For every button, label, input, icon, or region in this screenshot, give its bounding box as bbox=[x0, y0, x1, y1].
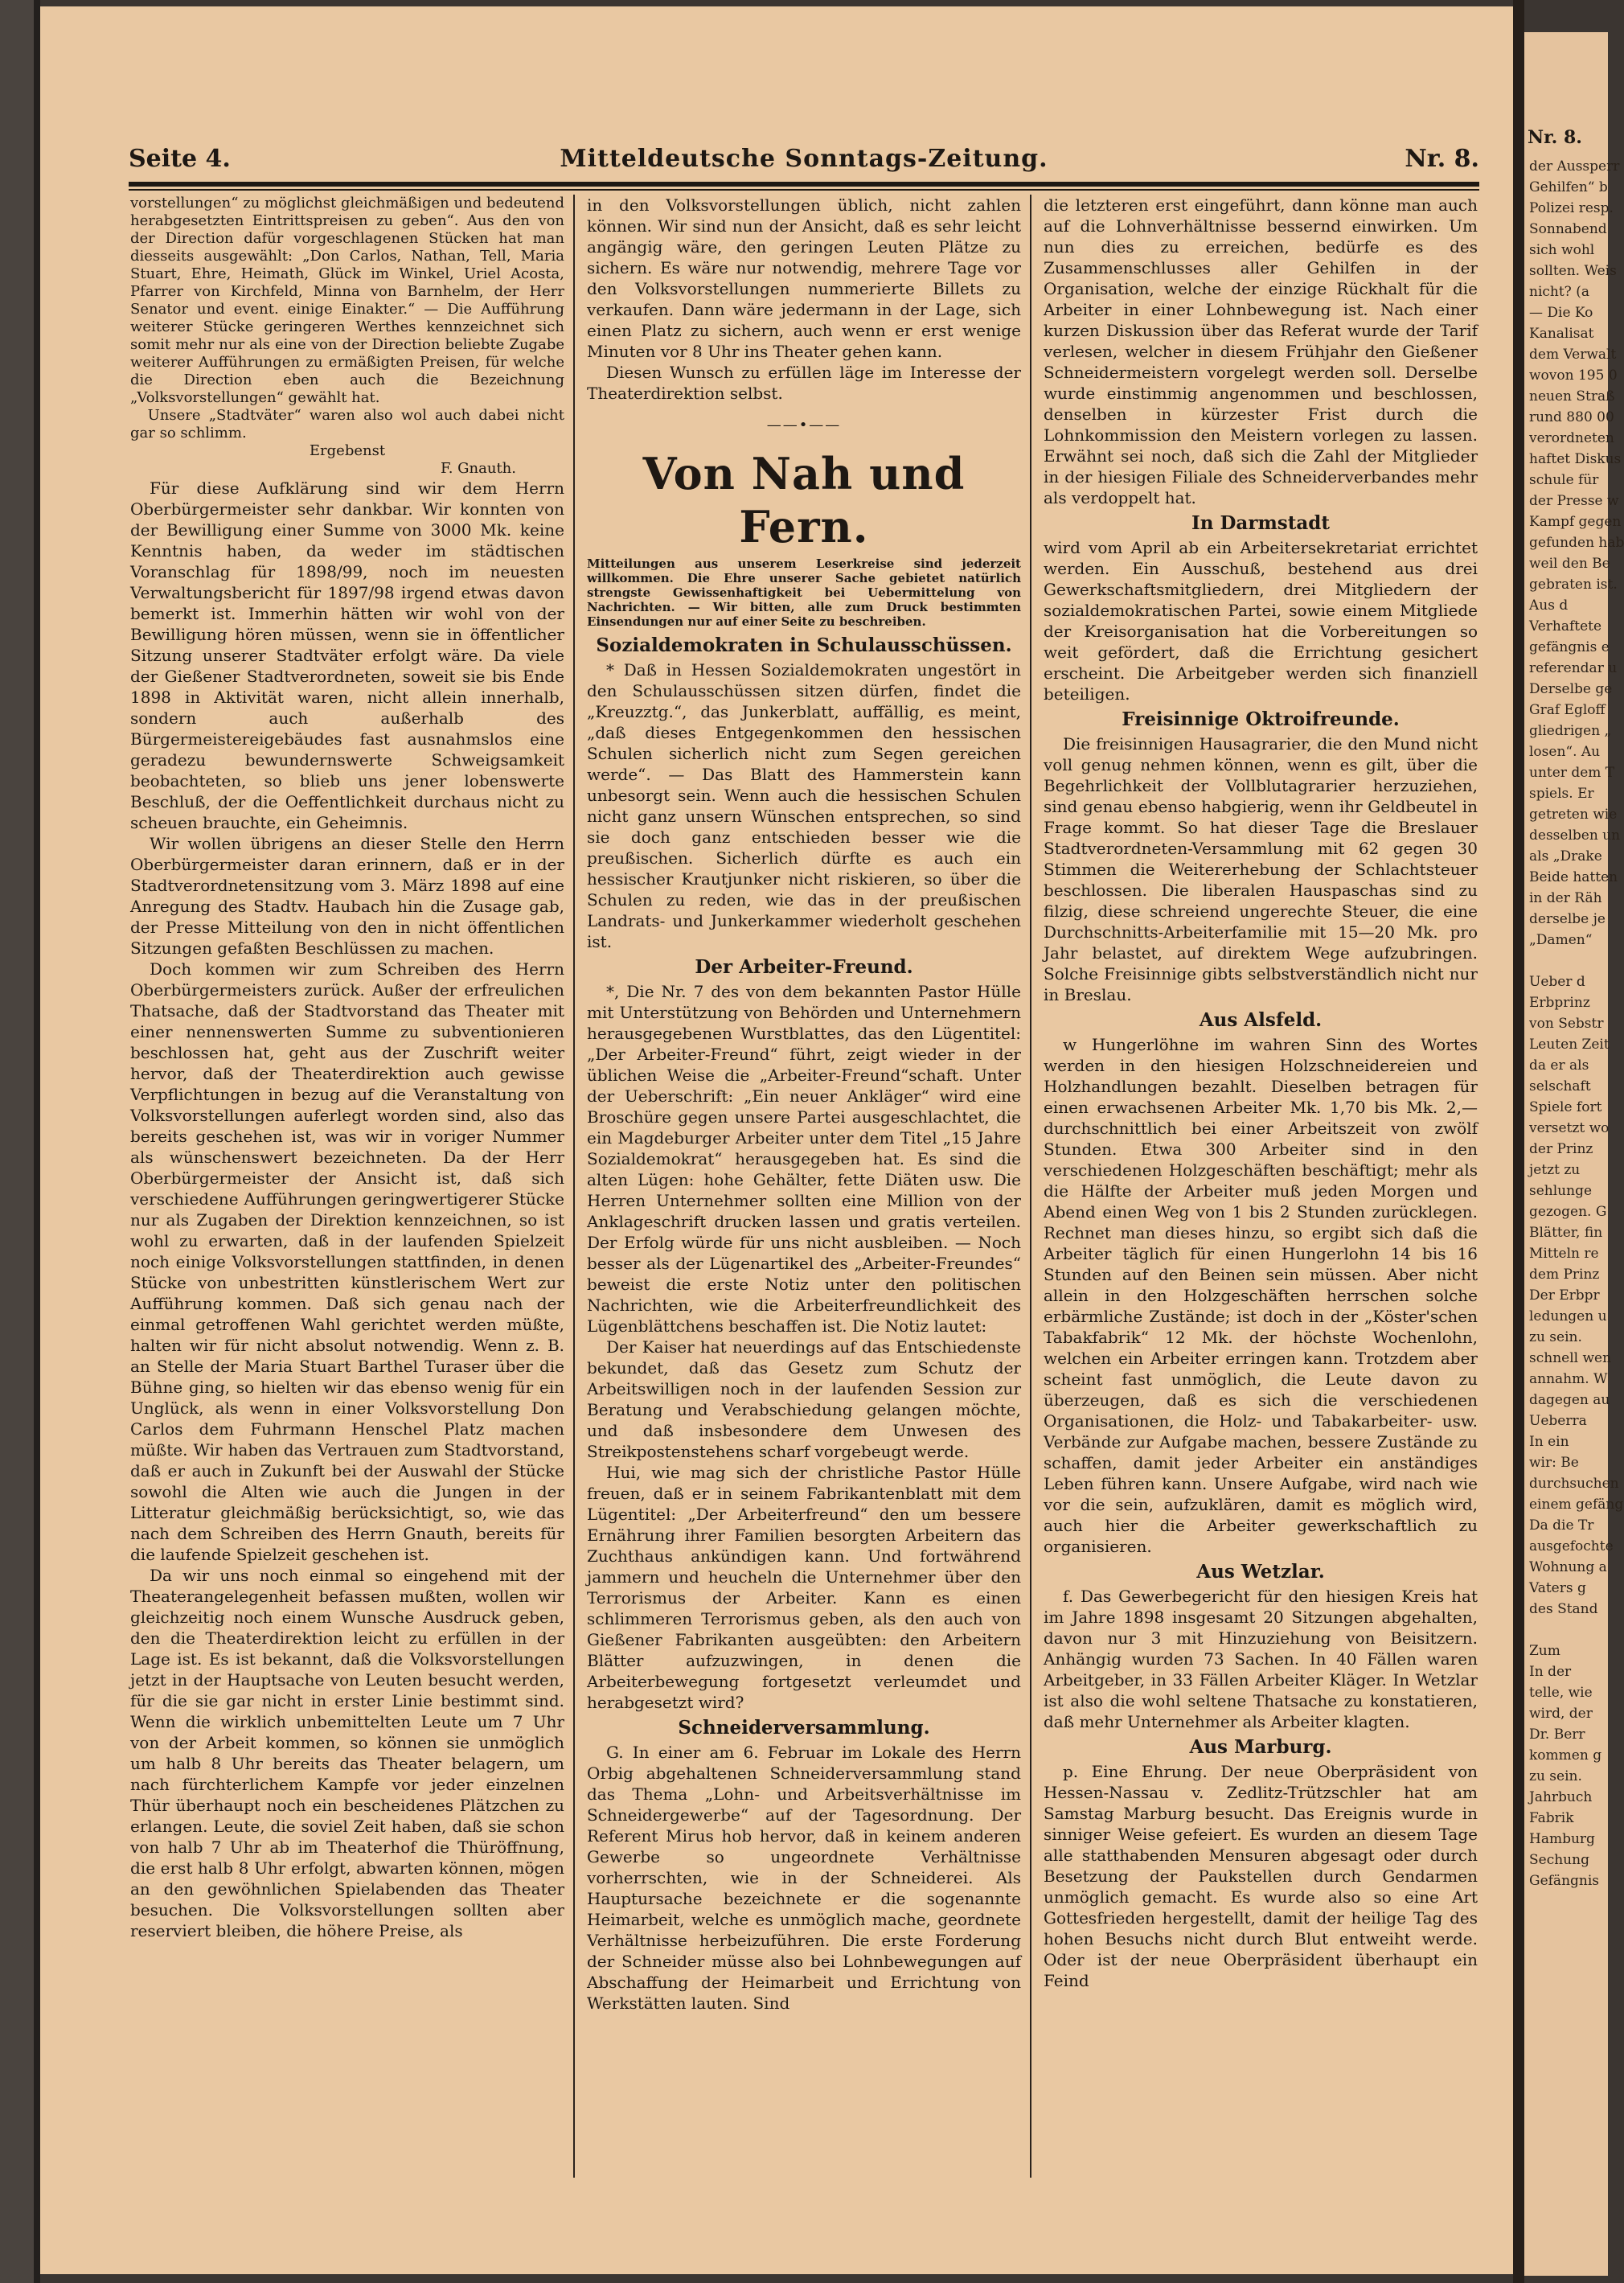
next-page-line: Verhaftete bbox=[1529, 618, 1602, 634]
next-page-line: des Stand bbox=[1529, 1601, 1598, 1617]
next-page-line: wovon 195 0 bbox=[1529, 367, 1618, 384]
next-page-line: gefängnis e bbox=[1529, 639, 1610, 655]
article-heading: Schneiderversammlung. bbox=[678, 1717, 930, 1739]
next-page-line: Der Erbpr bbox=[1529, 1287, 1600, 1304]
article-paragraph: Die freisinnigen Hausagrarier, die den Mund nicht voll genug nehmen können, wenn es gilt, über die Begehrlichkeit der Vollblutagrarier herzuziehen, sind genau ebenso habgierig, wenn ihr Geldbeutel in Frage kommt. So hat dieser Tage die Breslauer Stadtverordneten-Versammlung mit 62 gegen 30 Stimmen die Weitererhebung der Schlachtsteuer beschlossen. Die liberalen Hauspaschas sind zu filzig, diese schreiend ungerechte Steuer, die eine Durchschnitts-Arbeiterfamilie mit 15—20 Mk. pro Jahr belastet, auf direktem Wege aufzubringen. Solche Freisinnige gibts selbstverständlich nicht nur in Breslau. bbox=[1044, 734, 1478, 1004]
next-page-line: ausgefochte bbox=[1529, 1538, 1614, 1554]
next-page-line: durchsuchen bbox=[1529, 1476, 1619, 1492]
section-note: Mitteilungen aus unserem Leserkreise sind jederzeit willkommen. Die Ehre unserer Sache gebietet natürlich strengste Gewissenhaftigkeit bei Uebermittelung von Nachrichten. — Wir bitten, alle zum Druck bestimmten Einsendungen nur auf einer Seite zu beschreiben. bbox=[587, 556, 1021, 629]
next-page-line: wir: Be bbox=[1529, 1455, 1579, 1471]
next-page-line: losen“. Au bbox=[1529, 744, 1601, 760]
next-page-line: Beide hatten bbox=[1529, 869, 1618, 885]
column-2 bbox=[587, 195, 1021, 2181]
next-page-line: dem Prinz bbox=[1529, 1267, 1600, 1283]
next-page-line: Leuten Zeit bbox=[1529, 1037, 1610, 1053]
next-page-line: Ueberra bbox=[1529, 1413, 1587, 1429]
next-page-line: selschaft bbox=[1529, 1078, 1591, 1094]
ornament-divider: ——•—— bbox=[766, 417, 842, 433]
article-heading: Aus Marburg. bbox=[1189, 1736, 1332, 1758]
next-page-line: ledungen u bbox=[1529, 1308, 1607, 1324]
next-page-line: Hamburg bbox=[1529, 1831, 1595, 1847]
next-page-line: dagegen au bbox=[1529, 1392, 1610, 1408]
next-page-line: neuen Straß bbox=[1529, 388, 1615, 404]
next-page-line bbox=[1524, 1620, 1608, 1640]
next-page-line: „Damen“ bbox=[1529, 932, 1593, 948]
next-page-line: In der bbox=[1529, 1664, 1572, 1680]
next-page-line: spiels. Er bbox=[1529, 786, 1594, 802]
next-page-line: Zum bbox=[1529, 1643, 1560, 1659]
next-page-line: annahm. W bbox=[1529, 1371, 1608, 1387]
next-page-line: gezogen. G bbox=[1529, 1204, 1607, 1220]
article-heading: Freisinnige Oktroifreunde. bbox=[1122, 708, 1400, 730]
article-paragraph: * Daß in Hessen Sozialdemokraten ungestört in den Schulausschüssen sitzen dürfen, findet die „Kreuzztg.“, das Junkerblatt, auffällig, es meint, „daß dieses Entgegenkommen den hessischen Schulen sicherlich nicht zum Segen gereichen werde“. — Das Blatt des Hammerstein kann unbesorgt sein. Wenn auch die hessischen Schulen nicht ganz unsern Wünschen entsprechen, so sind sie doch ganz entschieden besser wie die preußischen. Sicherlich dürfte es auch ein hessischer Krautjunker nicht riskieren, so über die Schulen zu reden, wie das in der preußischen Landrats- und Junkerkammer wiederholt geschehen ist. bbox=[587, 660, 1021, 951]
next-page-line: der Aussperr bbox=[1529, 158, 1620, 175]
next-page-line: wird, der bbox=[1529, 1706, 1593, 1722]
article-paragraph: Doch kommen wir zum Schreiben des Herrn Oberbürgermeisters zurück. Außer der erfreulichen Thatsache, daß der Stadtvorstand das Theater mit einer nennenswerten Summe zu subventionieren beschlossen hat, geht aus der Zuschrift weiter hervor, daß der Theaterdirektion auch gewisse Verpflichtungen in bezug auf die Veranstaltung von Volksvorstellungen auferlegt worden sind, also das bereits geschehen ist, was wir in voriger Nummer als wünschenswert bezeichneten. Da der Herr Oberbürgermeister der Ansicht ist, daß sich verschiedene Aufführungen geringwertigerer Stücke nur als Zugaben der Direktion kennzeichnen, so ist wohl zu erwarten, daß in der laufenden Spielzeit noch einige Volksvorstellungen stattfinden, in denen Stücke von unbestritten künstlerischem Wert zur Aufführung kommen. Daß sich genau nach der einmal getroffenen Wahl gerichtet werden müßte, halten wir für nicht absolut notwendig. Wenn z. B. an Stelle der Maria Stuart Barthel Turaser über die Bühne ging, so hielten wir das ebenso wenig für ein Unglück, als wenn in einer Volksvorstellung Don Carlos dem Fuhrmann Henschel Platz machen müßte. Wir haben das Vertrauen zum Stadtvorstand, daß er auch in Zukunft bei der Auswahl der Stücke sowohl die Alten wie auch die Jungen in der Litteratur gleichmäßig berücksichtigt, so, wie das nach dem Schreiben des Herrn Gnauth, bereits für die laufende Spielzeit geschehen ist. bbox=[130, 959, 564, 1564]
next-page-line bbox=[1524, 951, 1608, 971]
next-page-line: gliedrigen „ bbox=[1529, 723, 1612, 739]
next-page-line: Gehilfen“ b bbox=[1529, 179, 1608, 195]
article-paragraph: die letzteren erst eingeführt, dann könne man auch auf die Lohnverhältnisse bessernd einwirken. Um nun dies zu erreichen, bedürfe es des Zusammenschlusses aller Gehilfen in der Organisation, welche der einzige Rückhalt für die Arbeiter in einer Lohnbewegung ist. Nach einer kurzen Diskussion über das Referat wurde der Tarif verlesen, welcher in diesem Frühjahr den Gießener Schneidermeistern vorgelegt werden soll. Derselbe wurde einstimmig angenommen und beschlossen, denselben in kürzester Frist durch die Lohnkommission den Meistern vorlegen zu lassen. Erwähnt sei noch, daß sich die Zahl der Mitglieder in der hiesigen Filiale des Schneiderverbandes mehr als verdoppelt hat. bbox=[1044, 195, 1478, 507]
next-page-line: Erbprinz bbox=[1529, 995, 1590, 1011]
article-paragraph: in den Volksvorstellungen üblich, nicht zahlen können. Wir sind nun der Ansicht, daß es sehr leicht angängig wäre, den geringen Leuten Plätze zu sichern. Es wäre nur notwendig, mehrere Tage vor den Volksvorstellungen nummerierte Billets zu verkaufen. Dann wäre jedermann in der Lage, sich einen Platz zu sichern, auch wenn er erst wenige Minuten vor 8 Uhr ins Theater gehen kann. bbox=[587, 195, 1021, 361]
article-paragraph: G. In einer am 6. Februar im Lokale des Herrn Orbig abgehaltenen Schneiderversammlung stand das Thema „Lohn- und Arbeitsverhältnisse im Schneidergewerbe“ auf der Tagesordnung. Der Referent Mirus hob hervor, daß in keinem anderen Gewerbe so ungeordnete Verhältnisse vorherrschten, wie in der Schneiderei. Als Hauptursache bezeichnete er die sogenannte Heimarbeit, welche es unmöglich mache, geordnete Verhältnisse herbeizuführen. Die erste Forderung der Schneider müsse also bei Lohnbewegungen auf Abschaffung der Heimarbeit und Errichtung von Werkstätten lauten. Sind bbox=[587, 1743, 1021, 2013]
next-page-line: referendar u bbox=[1529, 660, 1618, 676]
column-1 bbox=[130, 195, 564, 2181]
next-page-line: gebraten ist. bbox=[1529, 577, 1618, 593]
book-gutter bbox=[1513, 0, 1524, 2283]
next-page-line: rund 880 00 bbox=[1529, 409, 1614, 425]
next-page-line: sehlunge bbox=[1529, 1183, 1593, 1199]
column-divider bbox=[1030, 195, 1031, 2178]
next-page-line: der Prinz bbox=[1529, 1141, 1593, 1157]
next-page-line: In ein bbox=[1529, 1434, 1569, 1450]
column-divider bbox=[573, 195, 575, 2178]
next-page-line: schule für bbox=[1529, 472, 1599, 488]
next-page-line: als „Drake bbox=[1529, 848, 1602, 864]
next-page-line: schnell wen bbox=[1529, 1350, 1612, 1366]
next-page-line: Vaters g bbox=[1529, 1580, 1586, 1596]
article-paragraph: *, Die Nr. 7 des von dem bekannten Pastor Hülle mit Unterstützung von Behörden und Unternehmern herausgegebenen Wurstblattes, das den Lügentitel: „Der Arbeiter-Freund“ führt, zeigt wieder in der üblichen Weise die „Arbeiter-Freund“schaft. Unter der Ueberschrift: „Ein neuer Ankläger“ wird eine Broschüre gegen unsere Partei ausgeschlachtet, die ein Magdeburger Arbeiter unter dem Titel „15 Jahre Sozialdemokrat“ herausgegeben hat. Es sind die alten Lügen: hohe Gehälter, fette Diäten usw. Die Herren Unternehmer sollten eine Million von der Anklageschrift drucken lassen und gratis verteilen. Der Erfolg würde für uns nicht ausbleiben. — Noch besser als der Lügenartikel des „Arbeiter-Freundes“ beweist die erste Notiz unter den politischen Nachrichten, wie die Arbeiterfreundlichkeit des Lügenblättchens beschaffen ist. Die Notiz lautet: bbox=[587, 982, 1021, 1336]
column-3 bbox=[1044, 195, 1478, 2181]
next-page-line: — Die Ko bbox=[1529, 305, 1593, 321]
article-paragraph: f. Das Gewerbegericht für den hiesigen Kreis hat im Jahre 1898 insgesamt 20 Sitzungen abgehalten, davon nur 3 mit Hinzuziehung von Beisitzern. Anhängig wurden 73 Sachen. In 40 Fällen waren Arbeitgeber, in 33 Fällen Arbeiter Kläger. In Wetzlar ist also die wohl seltene Thatsache zu konstatieren, daß mehr Unternehmer als Arbeiter klagten. bbox=[1044, 1587, 1478, 1731]
next-page-line: Sechung bbox=[1529, 1852, 1589, 1868]
next-page-line: jetzt zu bbox=[1529, 1162, 1581, 1178]
next-page-line: Ueber d bbox=[1529, 974, 1585, 990]
next-page-line: getreten wie bbox=[1529, 807, 1618, 823]
article-paragraph: p. Eine Ehrung. Der neue Oberpräsident von Hessen-Nassau v. Zedlitz-Trützschler hat am Samstag Marburg besucht. Das Ereignis wurde in sinniger Weise gefeiert. Es wurden an diesem Tage alle statthabenden Mensuren abgesagt oder durch Besetzung der Paukstellen durch Gendarmen unmöglich gemacht. Es wurde also so eine Art Gottesfrieden hergestellt, damit der heilige Tag des hohen Besuchs nicht durch Blut entweiht werde. Oder ist der neue Oberpräsident überhaupt ein Feind bbox=[1044, 1762, 1478, 1990]
next-page-line: Mitteln re bbox=[1529, 1246, 1599, 1262]
next-page-line: verordneten bbox=[1529, 430, 1614, 446]
next-page-line: nicht? (a bbox=[1529, 284, 1589, 300]
next-page-line: Da die Tr bbox=[1529, 1517, 1594, 1534]
next-page-line: Kanalisat bbox=[1529, 326, 1594, 342]
article-paragraph: wird vom April ab ein Arbeitersekretariat errichtet werden. Ein Ausschuß, bestehend aus drei Gewerkschaftsmitgliedern, drei Mitgliedern der sozialdemokratischen Partei, sowie einem Mitgliede der Kreisorganisation hat die Vorbereitungen so weit gefördert, daß die Errichtung gesichert erscheint. Die Arbeitgeber werden sich finanziell beteiligen. bbox=[1044, 538, 1478, 704]
next-page-line: Blätter, fin bbox=[1529, 1225, 1603, 1241]
next-page-line: Wohnung a bbox=[1529, 1559, 1607, 1575]
letter-closing: Ergebenst bbox=[309, 442, 386, 459]
next-page-line: Jahrbuch bbox=[1529, 1789, 1593, 1805]
article-heading: Sozialdemokraten in Schulausschüssen. bbox=[596, 634, 1012, 656]
next-page-line: gefunden hab bbox=[1529, 535, 1624, 551]
letter-text: Unsere „Stadtväter“ waren also wol auch dabei nicht gar so schlimm. bbox=[130, 407, 564, 441]
issue-number: Nr. 8. bbox=[1405, 145, 1479, 173]
quoted-paragraph: Der Kaiser hat neuerdings auf das Entschiedenste bekundet, daß das Gesetz zum Schutz der Arbeitswilligen noch in der laufenden Session zur Beratung und Verabschiedung gelangen möchte, und daß insbesondere dem Unwesen des Streikpostenstehens scharf vorgebeugt werde. bbox=[587, 1337, 1021, 1461]
next-page-line: Aus d bbox=[1529, 597, 1569, 614]
next-page-header: Nr. 8. bbox=[1528, 127, 1582, 148]
next-page-line: sich wohl bbox=[1529, 242, 1595, 258]
next-page-line: Derselbe ge bbox=[1529, 681, 1613, 697]
next-page-line: derselbe je bbox=[1529, 911, 1606, 927]
article-paragraph: Hui, wie mag sich der christliche Pastor Hülle freuen, daß er in seinem Fabrikantenblatt mit dem Lügentitel: „Der Arbeiterfreund“ den um bessere Ernährung ihrer Familien besorgten Arbeitern das Zuchthaus ankündigen kann. Und fortwährend jammern und heucheln die Unternehmer über den Terrorismus der Arbeiter. Kann es einen schlimmeren Terrorismus geben, als den auch von Gießener Fabrikanten ausgeübten: den Arbeitern Blätter aufzuzwingen, in denen die Arbeiterbewegung fortgesetzt verleumdet und herabgesetzt wird? bbox=[587, 1463, 1021, 1712]
next-page-line: Spiele fort bbox=[1529, 1099, 1602, 1115]
newspaper-title: Mitteldeutsche Sonntags-Zeitung. bbox=[560, 145, 1048, 173]
next-page-line: kommen g bbox=[1529, 1747, 1602, 1764]
next-page-line: von Sebstr bbox=[1529, 1016, 1604, 1032]
article-heading: Aus Alsfeld. bbox=[1199, 1009, 1323, 1031]
letter-text: vorstellungen“ zu möglichst gleichmäßigen und bedeutend herabgesetzten Eintrittspreisen zu geben“. Aus den von der Direction dafür vorgeschlagenen Stücken hat man diesseits ausgewählt: „Don Carlos, Nathan, Tell, Maria Stuart, Ehre, Heimath, Glück im Winkel, Uriel Acosta, Pfarrer von Kirchfeld, Minna von Barnhelm, der Herr Senator und event. einige Einakter.“ — Die Aufführung weiterer Stücke geringeren Werthes kennzeichnet sich somit mehr nur als eine von der Direction beliebte Zugabe weiterer Aufführungen zu ermäßigten Preisen, für welche die Direction eben auch die Bezeichnung „Volksvorstellungen“ gewählt hat. bbox=[130, 195, 564, 406]
header-rule-thin bbox=[129, 189, 1479, 191]
next-page-line: da er als bbox=[1529, 1057, 1589, 1074]
next-page-line: versetzt wo bbox=[1529, 1120, 1610, 1136]
next-page-line: desselben un bbox=[1529, 827, 1621, 844]
section-title: Von Nah und Fern. bbox=[642, 448, 966, 552]
book-spine bbox=[0, 0, 34, 2283]
next-page-line: zu sein. bbox=[1529, 1329, 1582, 1345]
article-heading: Aus Wetzlar. bbox=[1196, 1561, 1325, 1583]
page-number: Seite 4. bbox=[129, 145, 231, 173]
article-paragraph: Diesen Wunsch zu erfüllen läge im Interesse der Theaterdirektion selbst. bbox=[587, 363, 1021, 403]
next-page-line: einem gefäng bbox=[1529, 1497, 1624, 1513]
article-heading: In Darmstadt bbox=[1191, 512, 1330, 534]
header-rule-thick bbox=[129, 182, 1479, 187]
next-page-line: Dr. Berr bbox=[1529, 1727, 1585, 1743]
next-page-line: telle, wie bbox=[1529, 1685, 1593, 1701]
next-page-line: Fabrik bbox=[1529, 1810, 1574, 1826]
next-page-line: unter dem T bbox=[1529, 765, 1615, 781]
next-page-line: Kampf gegen bbox=[1529, 514, 1622, 530]
next-page-line: Sonnabend bbox=[1529, 221, 1607, 237]
next-page-line: zu sein. bbox=[1529, 1768, 1582, 1784]
article-heading: Der Arbeiter-Freund. bbox=[695, 956, 913, 978]
article-paragraph: w Hungerlöhne im wahren Sinn des Wortes werden in den hiesigen Holzschneidereien und Holzhandlungen bezahlt. Dieselben betragen für einen erwachsenen Arbeiter Mk. 1,70 bis Mk. 2,— durchschnittlich bei einer Arbeitszeit von zwölf Stunden. Etwa 300 Arbeiter sind in den verschiedenen Holzgeschäften beschäftigt; mehr als die Hälfte der Arbeiter muß jeden Morgen und Abend einen Weg von 1 bis 2 Stunden zurücklegen. Rechnet man dieses hinzu, so ergibt sich daß die Arbeiter täglich für einen Hungerlohn 14 bis 16 Stunden auf den Beinen sein müssen. Aber nicht allein in den Holzgeschäften herrschen solche erbärmliche Zustände; ist doch in der „Köster'schen Tabakfabrik“ 12 Mk. der höchste Wochenlohn, welchen ein Arbeiter erringen kann. Trotzdem aber scheint fast unmöglich, die Leute davon zu überzeugen, daß es sich die verschiedenen Organisationen, die Holz- und Tabakarbeiter- usw. Verbände zur Aufgabe machen, bessere Zustände zu schaffen, damit jeder Arbeiter ein anständiges Leben führen kann. Unsere Aufgabe, wird nach wie vor die sein, aufzuklären, damit es möglich wird, auch hier die Arbeiter gewerkschaftlich zu organisieren. bbox=[1044, 1035, 1478, 1556]
next-page-line: Graf Egloff bbox=[1529, 702, 1606, 718]
next-page-text bbox=[1524, 156, 1624, 1891]
article-paragraph: Da wir uns noch einmal so eingehend mit der Theaterangelegenheit befassen mußten, wollen wir gleichzeitig noch einem Wunsche Ausdruck geben, den die Theaterdirektion leicht zu erfüllen in der Lage ist. Es ist bekannt, daß die Volksvorstellungen jetzt in der Hauptsache von Leuten besucht werden, für die sie gar nicht in erster Linie bestimmt sind. Wenn die wirklich unbemittelten Leute um 7 Uhr von der Arbeit kommen, so können sie unmöglich um halb 8 Uhr bereits das Theater belagern, um nach fürchterlichem Kampfe vor jeder einzelnen Thür überhaupt noch ein bescheidenes Plätzchen zu erlangen. Leute, die soviel Zeit haben, daß sie schon von halb 7 Uhr ab im Theaterhof die Thüröffnung, die erst halb 8 Uhr erfolgt, abwarten können, mögen an den gewöhnlichen Spielabenden das Theater besuchen. Die Volksvorstellungen sollten aber reserviert bleiben, die höhere Preise, als bbox=[130, 1566, 564, 1940]
page-header bbox=[129, 145, 1479, 182]
next-page-edge bbox=[1524, 32, 1624, 2276]
spine-edge bbox=[34, 0, 40, 2283]
next-page-line: weil den Be bbox=[1529, 556, 1610, 572]
article-paragraph: Für diese Aufklärung sind wir dem Herrn Oberbürgermeister sehr dankbar. Wir konnten von der Bewilligung einer Summe von 3000 Mk. keine Kenntnis haben, da weder im städtischen Voranschlag für 1898/99, noch im neuesten Verwaltungsbericht für 1897/98 irgend etwas davon bemerkt ist. Immerhin hätten wir wohl von der Bewilligung hören müssen, wenn sie in öffentlicher Sitzung unserer Stadtväter erfolgt wäre. Da viele der Gießener Stadtverordneten, soweit sie bis Ende 1898 in Aktivität waren, nicht allein innerhalb, sondern auch außerhalb des Bürgermeistereigebäudes fast ausnahmslos eine geradezu bewundernswerte Schweigsamkeit beobachteten, so blieb uns jener lobenswerte Beschluß, der die Oeffentlichkeit durchaus nicht zu scheuen brauchte, ein Geheimnis. bbox=[130, 478, 564, 832]
article-paragraph: Wir wollen übrigens an dieser Stelle den Herrn Oberbürgermeister daran erinnern, daß er in der Stadtverordnetensitzung vom 3. März 1898 auf eine Anregung des Stadtv. Haubach hin die Zusage gab, der Presse Mitteilung von den in nicht öffentlichen Sitzungen gefaßten Beschlüssen zu machen. bbox=[130, 834, 564, 958]
next-page-line: Polizei resp. bbox=[1529, 200, 1614, 216]
next-page-line: sollten. Weis bbox=[1529, 263, 1617, 279]
next-page-line: Gefängnis bbox=[1529, 1873, 1600, 1889]
next-page-line: dem Verwalt bbox=[1529, 347, 1617, 363]
next-page-line: haftet Diskus bbox=[1529, 451, 1622, 467]
letter-signature: F. Gnauth. bbox=[441, 460, 516, 477]
next-page-line: der Presse w bbox=[1529, 493, 1619, 509]
next-page-line: in der Räh bbox=[1529, 890, 1602, 906]
